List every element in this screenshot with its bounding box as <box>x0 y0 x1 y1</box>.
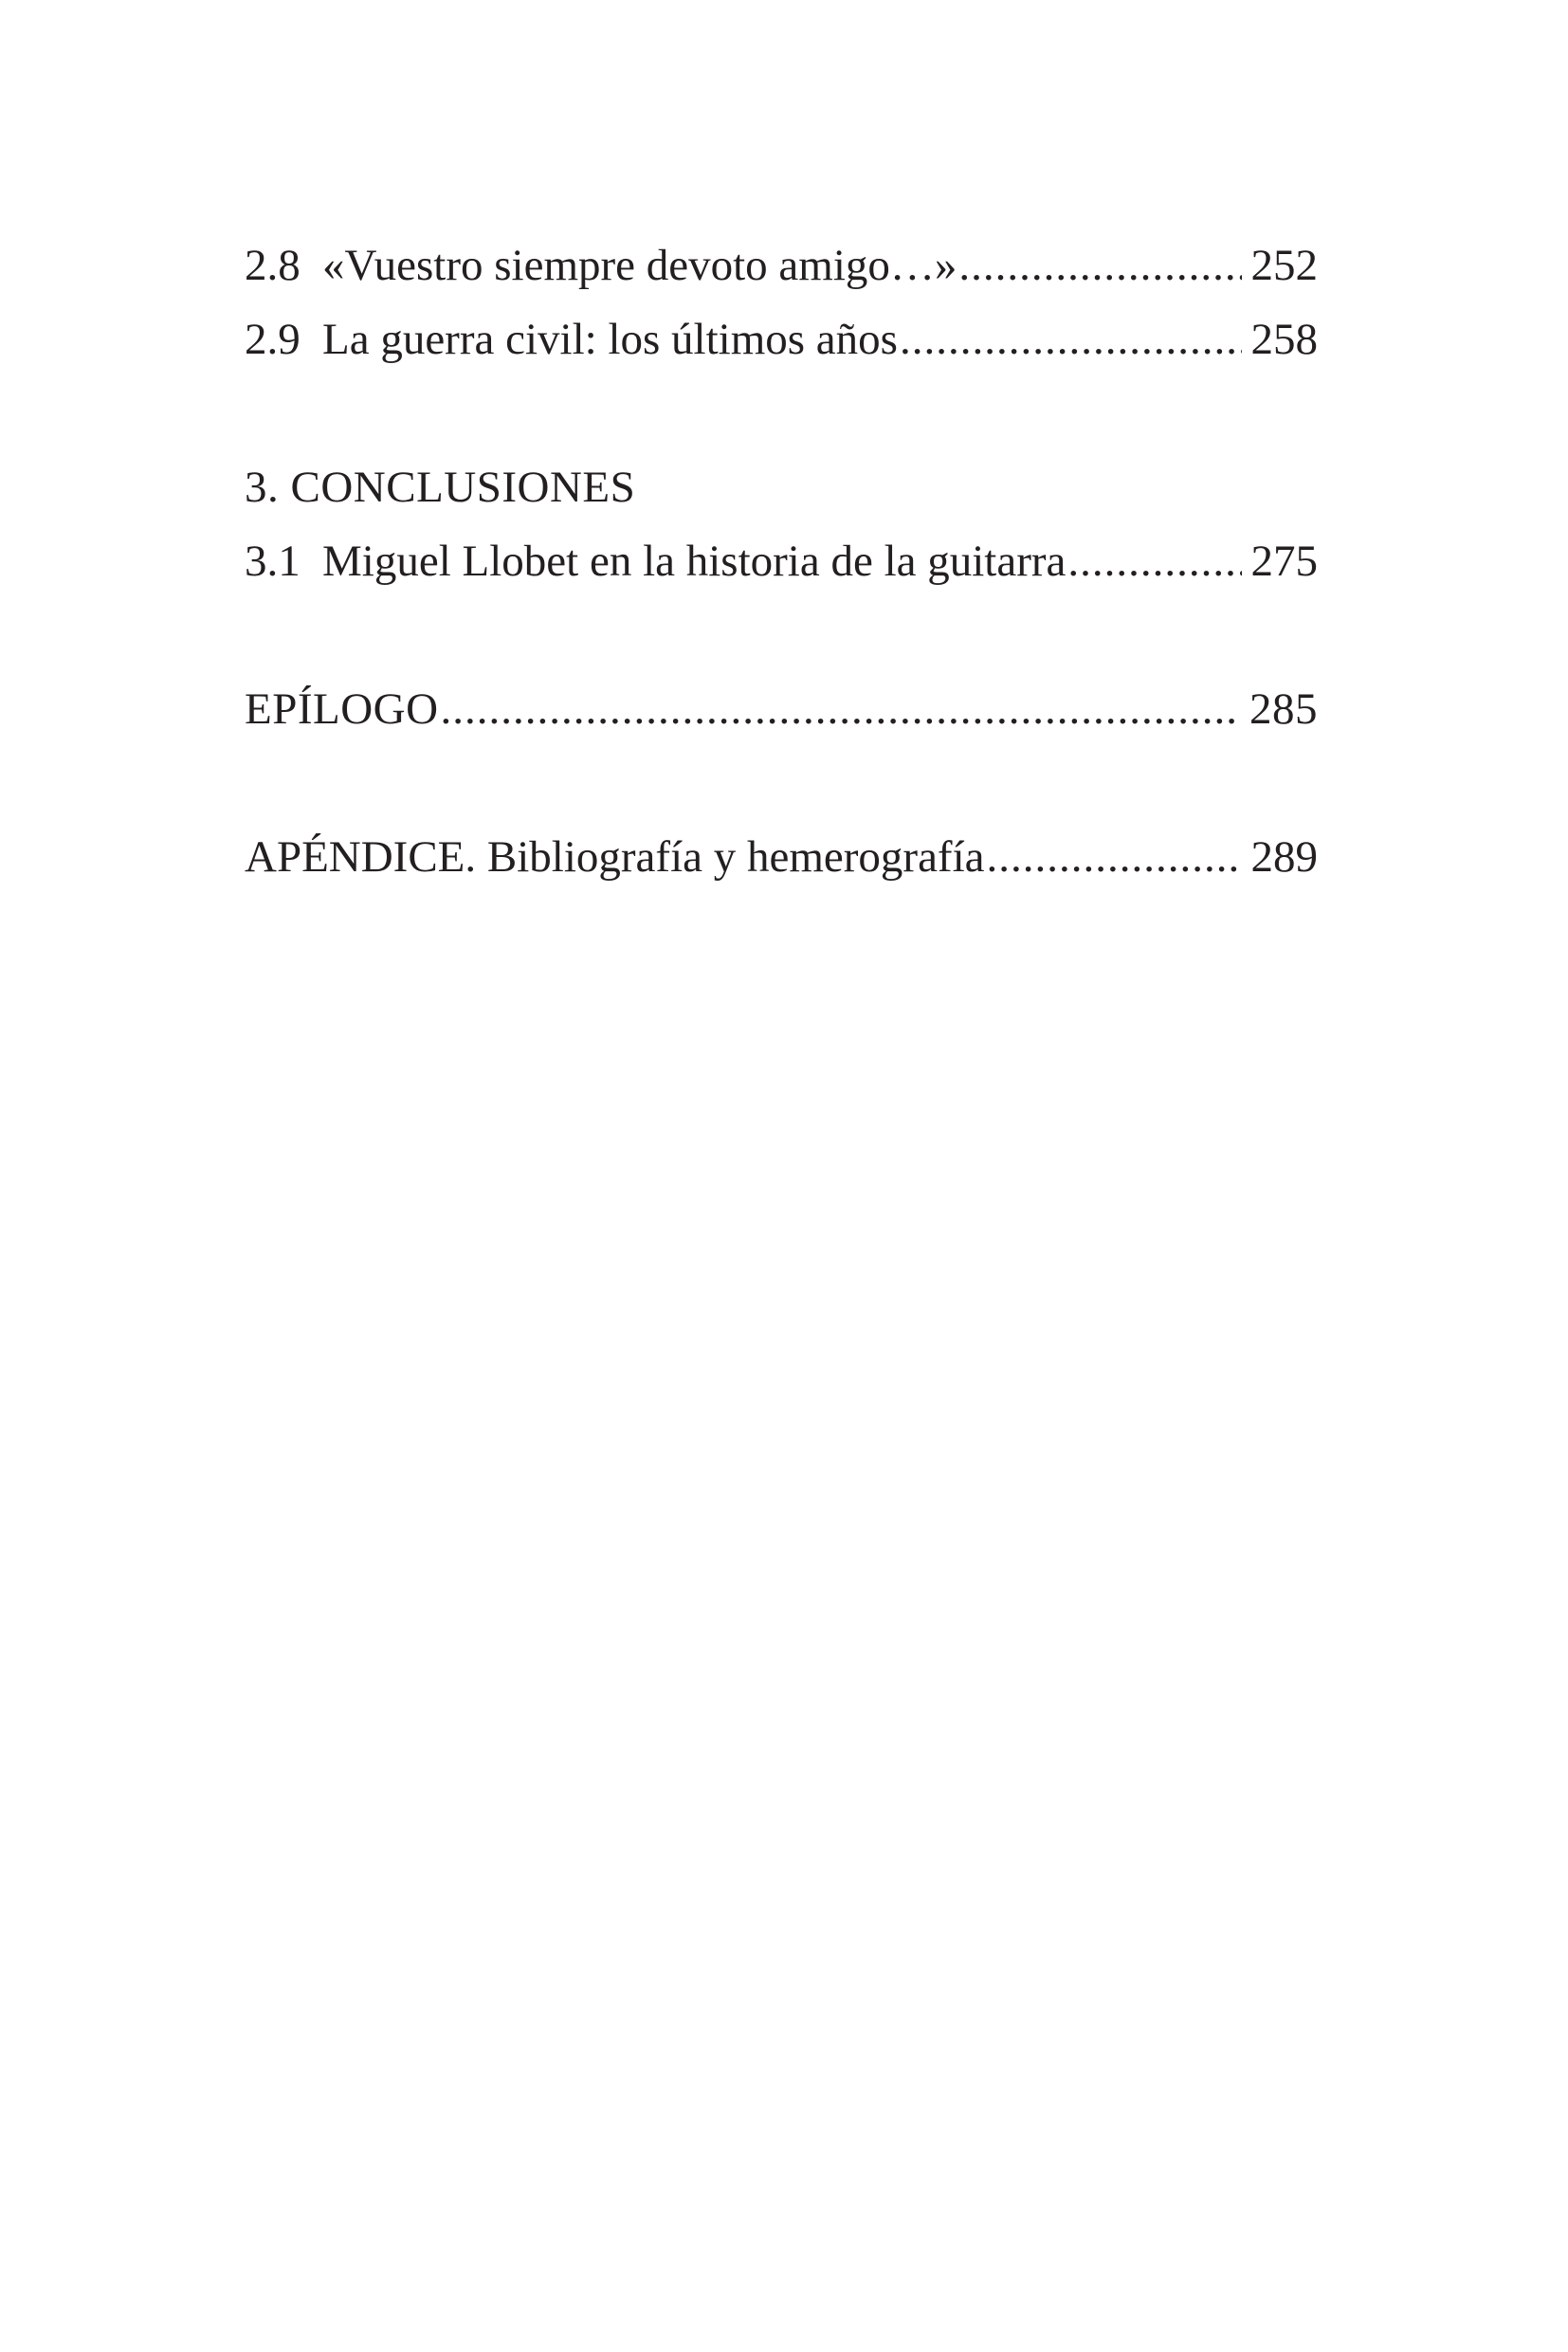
toc-entry-page: 275 <box>1250 537 1318 586</box>
toc-entry-epilogo <box>245 681 1318 738</box>
toc-entry-title: EPÍLOGO <box>245 684 439 734</box>
section-title: 3. CONCLUSIONES <box>245 463 636 512</box>
toc-entry-title: APÉNDICE. Bibliografía y hemerografía <box>245 832 985 882</box>
toc-entry-number: 2.9 <box>245 315 301 364</box>
toc-section-heading <box>245 459 1318 516</box>
dot-leader <box>958 237 1241 294</box>
toc-entry-page: 252 <box>1250 241 1318 290</box>
toc-entry-3-1 <box>245 533 1318 590</box>
dot-leader <box>987 829 1242 885</box>
toc-entry-title: «Vuestro siempre devoto amigo…» <box>322 241 957 290</box>
dot-leader <box>900 311 1242 368</box>
toc-entry-apendice <box>245 829 1318 885</box>
toc-entry-title: La guerra civil: los últimos años <box>322 315 898 364</box>
toc-entry-title: Miguel Llobet en la historia de la guitarra <box>322 537 1067 586</box>
toc-entry-2-9 <box>245 311 1318 368</box>
toc-entry-2-8 <box>245 237 1318 294</box>
toc-entry-page: 289 <box>1250 832 1318 882</box>
toc-entry-page: 258 <box>1250 315 1318 364</box>
toc-entry-number: 2.8 <box>245 241 301 290</box>
toc-entry-page: 285 <box>1249 684 1318 734</box>
toc-entry-number: 3.1 <box>245 537 301 586</box>
dot-leader <box>441 681 1240 738</box>
dot-leader <box>1067 533 1241 590</box>
